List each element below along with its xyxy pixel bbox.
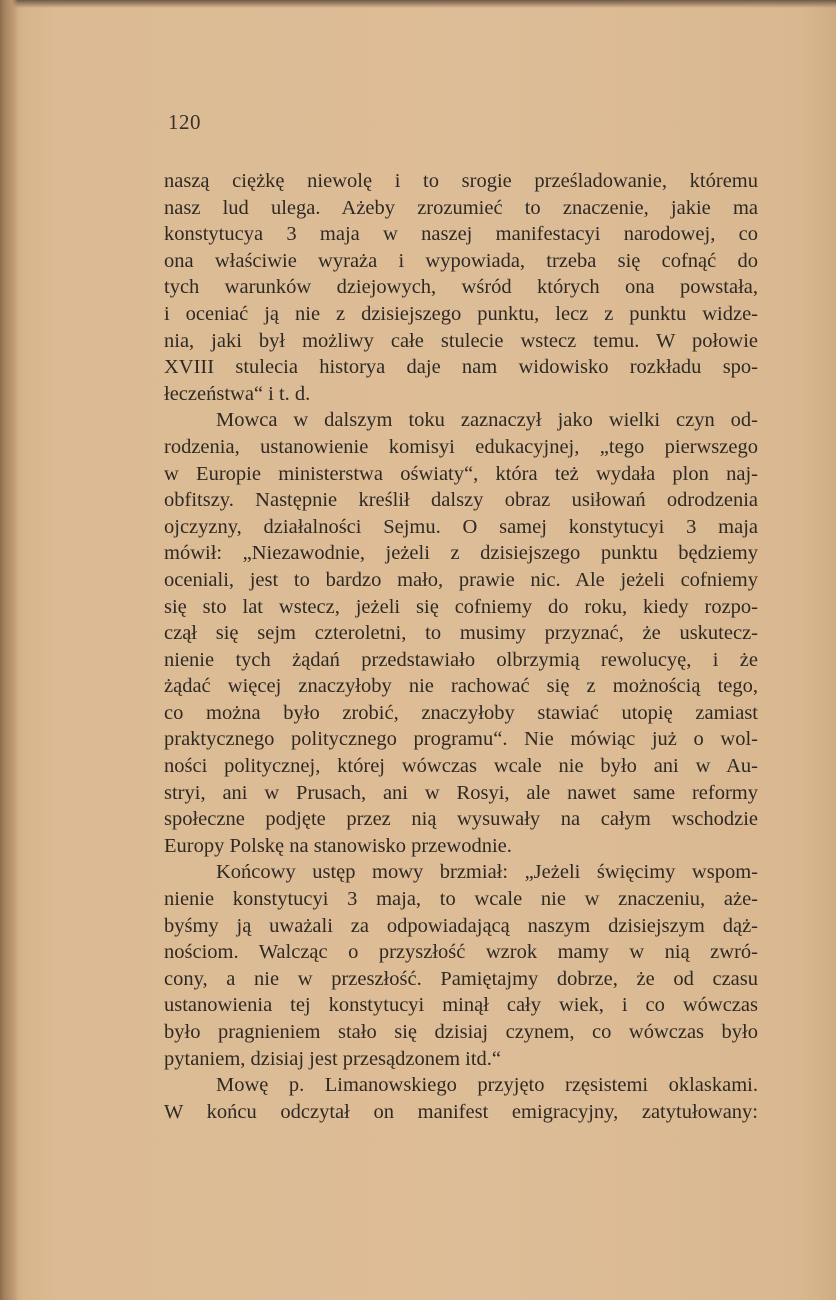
text-line: XVIII stulecia historya daje nam widowisko rozkładu spo-	[164, 356, 758, 379]
paragraph-start-line: Mowę p. Limanowskiego przyjęto rzęsistemi oklaskami.	[216, 1074, 758, 1097]
text-line: ustanowienia tej konstytucyi minął cały wiek, i co wówczas	[164, 994, 758, 1017]
text-line: naszą ciężkę niewolę i to srogie prześladowanie, któremu	[164, 170, 758, 192]
text-line: było pragnieniem stało się dzisiaj czynem, co wówczas było	[164, 1021, 758, 1043]
text-line: mówił: „Niezawodnie, jeżeli z dzisiejszego punktu będziemy	[164, 542, 758, 565]
text-line: łeczeństwa“ i t. d.	[164, 382, 311, 405]
paragraph-start-line: Mowca w dalszym toku zaznaczył jako wielki czyn od-	[216, 409, 758, 432]
text-line: praktycznego politycznego programu“. Nie mówiąc już o wol-	[164, 728, 758, 751]
text-line: co można było zrobić, znaczyłoby stawiać utopię zamiast	[164, 701, 758, 724]
text-line: obfitszy. Następnie kreślił dalszy obraz usiłowań odrodzenia	[164, 489, 758, 512]
text-line: rodzenia, ustanowienie komisyi edukacyjnej, „tego pierwszego	[164, 435, 758, 458]
text-line: stryi, ani w Prusach, ani w Rosyi, ale nawet same reformy	[164, 781, 758, 804]
text-line: nościom. Walcząc o przyszłość wzrok mamy w nią zwró-	[164, 941, 758, 964]
text-line: tych warunków dziejowych, wśród których ona powstała,	[164, 276, 758, 299]
binding-edge	[0, 0, 18, 1300]
page-number: 120	[168, 110, 201, 134]
text-line: konstytucya 3 maja w naszej manifestacyi narodowej, co	[164, 223, 758, 246]
text-line: nia, jaki był możliwy całe stulecie wstecz temu. W połowie	[164, 329, 758, 352]
text-line: oceniali, jest to bardzo mało, prawie nic. Ale jeżeli cofniemy	[164, 568, 758, 591]
text-line: nienie tych żądań przedstawiało olbrzymią rewolucyę, i że	[164, 648, 758, 671]
page-top-edge	[0, 0, 836, 8]
text-line: w Europie ministerstwa oświaty“, która też wydała plon naj-	[164, 462, 758, 485]
text-line: żądać więcej znaczyłoby nie rachować się z możnością tego,	[164, 675, 758, 698]
text-line: czął się sejm czteroletni, to musimy przyznać, że uskutecz-	[164, 622, 758, 645]
text-line: społeczne podjęte przez nią wysuwały na całym wschodzie	[164, 808, 758, 831]
text-line: byśmy ją uważali za odpowiadającą naszym dzisiejszym dąż-	[164, 914, 758, 937]
text-line: pytaniem, dzisiaj jest przesądzonem itd.“	[164, 1047, 501, 1070]
text-line: ona właściwie wyraża i wypowiada, trzeba się cofnąć do	[164, 249, 758, 272]
text-line: ności politycznej, której wówczas wcale nie było ani w Au-	[164, 755, 758, 778]
text-line: Europy Polskę na stanowisko przewodnie.	[164, 834, 512, 857]
text-line: się sto lat wstecz, jeżeli się cofniemy do roku, kiedy rozpo-	[164, 595, 758, 618]
text-line: i oceniać ją nie z dzisiejszego punktu, lecz z punktu widze-	[164, 302, 758, 325]
text-line: ojczyzny, działalności Sejmu. O samej konstytucyi 3 maja	[164, 515, 758, 538]
text-line: cony, a nie w przeszłość. Pamiętajmy dobrze, że od czasu	[164, 967, 758, 990]
text-line: nasz lud ulega. Ażeby zrozumieć to znaczenie, jakie ma	[164, 196, 758, 219]
paragraph-start-line: Końcowy ustęp mowy brzmiał: „Jeżeli święcimy wspom-	[216, 861, 758, 884]
body-text	[164, 168, 758, 1125]
text-line: nienie konstytucyi 3 maja, to wcale nie w znaczeniu, aże-	[164, 888, 758, 911]
text-line: W końcu odczytał on manifest emigracyjny, zatytułowany:	[164, 1100, 758, 1123]
